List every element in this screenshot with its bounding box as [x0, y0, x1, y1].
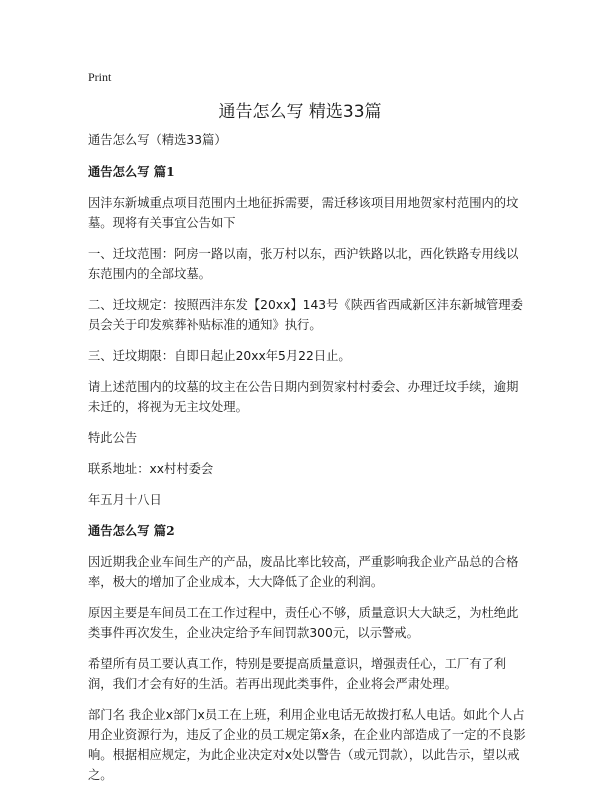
paragraph: 希望所有员工要认真工作，特别是要提高质量意识，增强责任心，工厂有了利润，我们才会有好的生活。若再出现此类事件，企业将会严肃处理。	[88, 657, 507, 691]
paragraph: 原因主要是车间员工在工作过程中，责任心不够，质量意识大大缺乏，为杜绝此类事件再次发生，企业决定给予车间罚款300元，以示警戒。	[88, 606, 519, 640]
section-heading-1: 通告怎么写 篇1	[88, 164, 175, 179]
paragraph: 特此公告	[88, 431, 138, 445]
print-link[interactable]: Print	[88, 70, 112, 84]
paragraph: 部门名 我企业x部门x员工在上班，利用企业电话无故拨打私人电话。如此个人占用企业资源行为，违反了企业的员工规定第x条，在企业内部造成了一定的不良影响。根据相应规定，为此企业决定对x处以警告（或元罚款），以此告示，望以戒之。	[88, 708, 526, 782]
paragraph: 年五月十八日	[88, 493, 162, 507]
document-body	[88, 130, 528, 796]
document-title: 通告怎么写 精选33篇	[218, 102, 382, 122]
paragraph: 联系地址：xx村村委会	[88, 462, 214, 476]
paragraph: 二、迁坟规定：按照西沣东发【20xx】143号《陕西省西咸新区沣东新城管理委员会关于印发殡葬补贴标准的通知》执行。	[88, 298, 523, 332]
paragraph: 因近期我企业车间生产的产品，废品比率比较高，严重影响我企业产品总的合格率，极大的增加了企业成本，大大降低了企业的利润。	[88, 555, 519, 589]
paragraph: 三、迁坟期限：自即日起止20xx年5月22日止。	[88, 349, 351, 363]
paragraph: 因沣东新城重点项目范围内土地征拆需要，需迁移该项目用地贺家村范围内的坟墓。现将有关事宜公告如下	[88, 196, 519, 230]
paragraph: 请上述范围内的坟墓的坟主在公告日期内到贺家村村委会、办理迁坟手续，逾期未迁的，将视为无主坟处理。	[88, 380, 519, 414]
section-heading-2: 通告怎么写 篇2	[88, 523, 175, 538]
document-subtitle: 通告怎么写（精选33篇）	[88, 133, 227, 147]
paragraph: 一、迁坟范围：阿房一路以南，张万村以东，西沪铁路以北，西化铁路专用线以东范围内的全部坟墓。	[88, 247, 519, 281]
